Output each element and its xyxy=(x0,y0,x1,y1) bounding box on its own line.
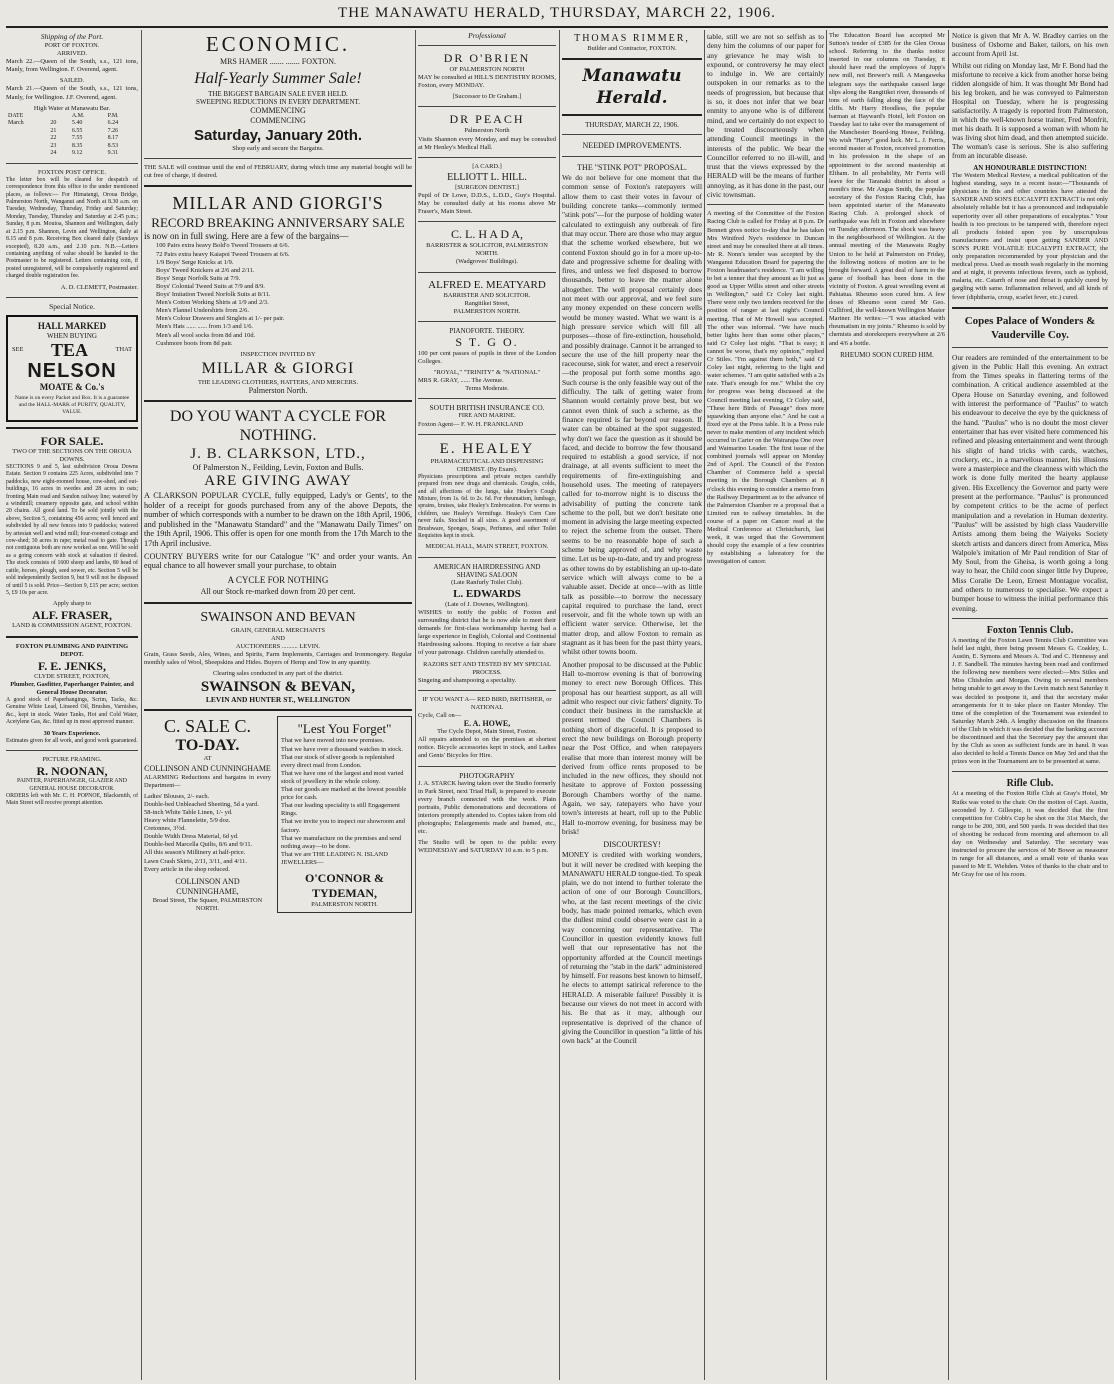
clearing-sales: Clearing sales conducted in any part of the district. xyxy=(212,670,344,678)
column-1 xyxy=(6,32,138,1380)
fraser-name: ALF. FRASER, xyxy=(32,608,112,623)
tide-head-day xyxy=(48,113,70,121)
postmaster-sign: A. D. CLEMETT, Postmaster. xyxy=(60,283,138,291)
for-sale-text: SECTIONS 9 and 5, last subdivision Oroua Downs Estate. Section 9 contains 225 Acres, subdivided into 7 paddocks, new eight-roomed house, cow-shed, and out-buildings, 16 acres in swedes and 28 acres in oats; fronting Main road and Sandon railway line; watered by a windmill; creamery opposite gate, and school within 20 chains. All good land. To be sold jointly with the above, Section 5, containing 456 acres; well fenced and subdivided by all new fences into 9 paddocks; watered by artesian well and wind mill; four-roomed cottage and cow-shed; 30 acres in rape; metal road to gate. Though not contiguous both are now worked as one. Will be sold as a going concern with stock at valuation if desired. The stock consists of 1600 sheep and lambs, 80 head of cattle, horses, plough, seed sower, etc. Section 5 will be sold independently Section 9, but 9 will not be disposed of until 5 is sold. Price—Section 9, £15 per acre; section 5, £9 10s per acre. xyxy=(6,464,138,596)
divider xyxy=(562,134,702,135)
divider xyxy=(952,347,1108,348)
csc-item: Every article in the shop reduced. xyxy=(144,865,230,873)
paper-title: Manawatu Herald. xyxy=(582,66,682,109)
piano-text: 100 per cent passes of pupils in three of the London Colleges. xyxy=(418,349,556,365)
tide-cell: 7.55 xyxy=(71,135,83,142)
millar-giorgi-name: MILLAR & GIORGI xyxy=(201,359,355,377)
bargain-list xyxy=(144,242,412,347)
shipping-title: Shipping of the Port. xyxy=(40,32,104,41)
noonan-name: R. NOONAN, xyxy=(36,764,108,779)
peach-text: Visits Shannon every Monday, and may be consulted at Mr Henley's Medical Hall. xyxy=(418,135,556,151)
port-heading: PORT OF FOXTON. xyxy=(44,42,100,49)
edwards-sub: (Late of J. Downes, Wellington). xyxy=(445,600,529,608)
bond-accident: Whilst out riding on Monday last, Mr F. Bond had the misfortune to receive a kick from another horse being ridden alongside of him. It was thought Mr Bond had his leg broken, and he was conveyed to Palmerston Hospital on Tuesday, where he is progressing satisfactorily. A tragedy is reported from Palmerston, in which the well-known horse trainer, Fred Monfrit, met his death. It is supposed a woman with whom he was living shot him dead, and then attempted suicide. The woman's case is serious. She is also suffering from an incurable disease. xyxy=(952,62,1108,160)
csc-item: All this season's Millinery at half-price. xyxy=(144,849,246,857)
divider xyxy=(418,272,556,273)
tide-cell xyxy=(6,150,48,158)
divider xyxy=(6,297,138,298)
cycle-title: DO YOU WANT A CYCLE FOR NOTHING. xyxy=(169,407,387,444)
half-yearly-sale: Half-Yearly Summer Sale! xyxy=(194,70,362,87)
tide-head-date: DATE xyxy=(8,112,24,119)
rimmer-sub: Builder and Contractor, FOXTON. xyxy=(587,45,677,52)
bargain-item: Boys' Serge Norfolk Suits at 7/9. xyxy=(156,274,241,282)
stock-remarked: All our Stock re-marked down from 20 per cent. xyxy=(200,586,356,596)
at-word: AT xyxy=(203,755,212,763)
masthead: THE MANAWATU HERALD, THURSDAY, MARCH 22, 1906. xyxy=(338,5,776,21)
for-sale-subtitle: TWO OF THE SECTIONS ON THE OROUA DOWNS. xyxy=(12,447,132,463)
sweeping-reductions: SWEEPING REDUCTIONS IN EVERY DEPARTMENT. xyxy=(195,98,360,107)
column-rule xyxy=(559,30,560,1380)
copes-heading: Copes Palace of Wonders & Vauderville Coy. xyxy=(964,314,1096,341)
divider xyxy=(418,221,556,222)
obrien-sub: OF PALMERSTON NORTH xyxy=(449,66,525,74)
tide-table xyxy=(6,113,138,158)
oconnor-address: PALMERSTON NORTH. xyxy=(311,900,378,908)
when-buying: WHEN BUYING xyxy=(47,331,97,340)
tide-row xyxy=(6,150,138,158)
biggest-sale: THE BIGGEST BARGAIN SALE EVER HELD. xyxy=(208,90,348,98)
bargain-item: Boys' Imitation Tweed Norfolk Suits at 8/11. xyxy=(156,291,271,299)
clarkson-name: J. B. CLARKSON, LTD., xyxy=(190,445,366,462)
local-notes-2: The Education Board has accepted Mr Sutton's tender of £385 for the Glen Oroua school. Referring to the thanks notice inserted in our columns on Tuesday, it should have read the employees of Jupp's new mill, not Brewer's mill. A Mangaweka telegram says the earthquake caused large slips along the Rangitikei river, thousands of tons of earth falling along the face of the cliffs. Mr Harry Hoodless, the popular barman at Hayward's Hotel, left Foxton on Tuesday last to take over the management of the Manchester Board-ing House, Feilding. We wish "Harry" good luck. Mr L. J. Ferris, second master at Foxton, received promotion in his profession in the shape of an appointment to the second mastership at Eltham. In all probability, Mr Ferris will leave for the Taranaki district in about a month's time. Mr Angus Smith, the popular secretary of the Foxton Racing Club, has been appointed starter of the Manawatu Racing Club. A prolonged shock of earthquake was felt in Foxton and elsewhere on Tuesday afternoon. The shock was heavy in the neighbourhood of Wellington. At the annual meeting of the Manawatu Rugby Union to be held at Palmerston on Friday, the following notices of motion are to be brought forward. A great deal of harm to the game of football has been done in the vicinity of Foxton. A great wrestling event at Pahiatua. Rheumo soon cured him. A few doses of Rheumo soon cured Mr Geo. Culliford, the well-known Wellington Master Mariner. He writes:—"I was attacked with rheumatism in my joints." Rheumo is sold by chemists and storekeepers everywhere at 2/6 and 4/6 a bottle. xyxy=(829,32,945,347)
inspection-invited: INSPECTION INVITED BY xyxy=(240,350,316,358)
divider xyxy=(6,750,138,751)
howe-name: E. A. HOWE, xyxy=(463,719,511,729)
sailed-heading: SAILED. xyxy=(59,77,85,85)
swainson-and: AND xyxy=(271,634,285,642)
column-rule xyxy=(948,30,949,1380)
divider xyxy=(952,307,1108,309)
divider xyxy=(144,709,412,711)
millar-giorgi-title: MILLAR AND GIORGI'S xyxy=(172,193,384,214)
jenks-name: F. E. JENKS, xyxy=(38,658,106,673)
healey-text: Physicians prescriptions and private recipes carefully prepared from new drugs and chemicals. Coughs, colds, and all affections of the lungs, take Healey's Cough Mixture, from 1s. 6d. to 2s. 6d. For rheumatism, lumbago, sprains, bruises, take Healey's Embrocation. For worms in children, use Healey's Vermifuge. Healey's Corn Cure never fails. Stocked in all sizes. A good assortment of Brushware, Sponges, Soaps, Perfumes, and other Toilet Requisites kept in stock. xyxy=(418,473,556,540)
apply-line: Apply sharp to xyxy=(53,600,91,608)
giving-away: ARE GIVING AWAY xyxy=(204,473,352,490)
for-sale-title: FOR SALE. xyxy=(40,433,104,448)
divider xyxy=(6,636,138,638)
see-word: SEE xyxy=(12,345,24,353)
needed-improvements: NEEDED IMPROVEMENTS. xyxy=(582,141,682,151)
lest-item: That we have over a thousand watches in stock. xyxy=(281,745,403,753)
nelson-brand: NELSON xyxy=(27,359,117,382)
divider xyxy=(562,58,702,60)
tide-row xyxy=(6,128,138,136)
haa-name: C. L. H A D A, xyxy=(450,227,523,242)
sale-continues: THE SALE will continue until the end of FEBRUARY, during which time any material bought will be cut free of charge, if desired. xyxy=(144,164,412,180)
lest-item: That our stock of silver goods is replenished every direct mail from London. xyxy=(281,753,395,769)
lest-you-forget: "Lest You Forget" xyxy=(297,721,392,737)
howe-sub: The Cycle Depot, Main Street, Foxton. xyxy=(437,728,537,736)
divider xyxy=(562,114,702,116)
copes-text: Our readers are reminded of the entertainment to be given in the Public Hall this evening. An extract from the Times speaks in flattering terms of the combination. A critical audience assembled at the Opera House on Saturday evening, and followed with interest the performance of "Paulus" to watch his endeavour to deceive the eye by the quickness of the hand. "Paulus" who is no doubt the most clever entertainer that has ever visited here commenced his refined and pleasing entertainment and went through his slight of hand tricks with cards, watches, crockery, etc., in a marvellous manner, his illusions were a masterpiece and the cleanness with which the work is done fully merited the hearty applause given. His Excellency the Governor and party were present at the performance. "Paulus" is pronounced by competent critics to be the acme of perfect manipulation and a revelation in Human dexterity. "Paulus" will be assisted by high class Vauderville Artists among them being the Waiyeks Society sketch artists and dancers direct from America, Miss Walpole's imitation of Mr Paul rendition of Star of My Soul, from the Gheisa, is worth going a long way to hear, the Child coon singer little Ivy Dupree, Miss Coralie De Leon, Ernest Montague vocalist, and others to numerous to specialise. We expect a bumper house to witness the initial performance this evening. xyxy=(952,352,1108,613)
csc-item: Cretonnes, 3½d. xyxy=(144,825,186,833)
moate-brand: MOATE & Co.'s xyxy=(39,381,105,392)
jenks-address: CLYDE STREET, FOXTON, xyxy=(34,672,110,680)
honourable-distinction: AN HONOURABLE DISTINCTION! xyxy=(973,164,1087,172)
edwards-text: WISHES to notify the public of Foxton and surrounding district that he is now able to meet their demands for first-class workmanship having had a large experience in English, Colonial and Continental Hairdressing saloons. Hoping to receive a fair share of your patronage. Children carefully attended to. xyxy=(418,608,556,657)
column-2 xyxy=(144,32,412,1380)
hairdressing-heading: AMERICAN HAIRDRESSING AND SHAVING SALOON xyxy=(433,562,541,579)
piano-heading: PIANOFORTE. THEORY. xyxy=(449,326,525,335)
tide-head-pm: P.M. xyxy=(107,112,119,119)
lest-item: That we manufacture on the premises and send nothing away—to be done. xyxy=(281,834,402,850)
column-rule xyxy=(415,30,416,1380)
repairs-text: All repairs attended to on the premises at shortest notice. Bicycle accessories kept in stock, and Ladies and Gents' Bicycles for Hire. xyxy=(418,736,556,760)
lest-item: That we invite you to inspect our showroom and factory. xyxy=(281,818,405,834)
divider xyxy=(418,398,556,399)
divider xyxy=(6,427,138,429)
tide-row xyxy=(6,135,138,143)
jenks-text: A good stock of Paperhangings, Scrim, Tacks, &c. Genuine White Lead, Linseed Oil, Brushes, Varnishes, &c., kept in stock. Water Tanks, Hot and Cold Water, Acetylene Gas, &c. fitted up in most approved manner. xyxy=(6,696,138,726)
post-office-text: The letter box will be cleared for despatch of correspondence from this office to the under mentioned places, as follows:— For Himatangi, Oroua Bridge, Palmerston North, Wanganui and North at 8.30 a.m. on Tuesday, Wednesday, Thursday, Friday and Saturday; Monday, Tuesday, Thursday and Saturday at 2.45 p.m.; Sunday, 8 p.m. Moutoa, Shannon and Wellington, daily at 2.15 p.m. Shannon, Levin and Wellington, daily at 8.15 and 8 p.m. Receiving Box cleared daily (Sundays excepted), 8.20 a.m., and 2.10 p.m. N.B.—Letters containing anything of value should be handed to the Postmaster to be registered. Letters containing coin, if posted unregistered, will be compulsorily registered and charged double registration fee. xyxy=(6,176,138,280)
divider xyxy=(144,400,412,402)
swainson-sub: GRAIN, GENERAL MERCHANTS xyxy=(230,626,326,634)
csc-title: C. SALE C. xyxy=(163,716,251,737)
tea-word: TEA xyxy=(51,339,89,360)
tide-cell: 24 xyxy=(50,150,57,157)
divider xyxy=(144,602,412,604)
orders-text: ORDERS left with Mr. C. H. POPNOE, Blacksmith, of Main Street will receive prompt attention. xyxy=(6,793,138,807)
csc-item: Ladies' Blouses, 2/- each. xyxy=(144,792,210,800)
bargain-item: Men's Flannel Undershirts from 2/6. xyxy=(156,307,249,315)
obrien-text: MAY be consulted at HILL'S DENTISTRY ROOMS, Foxton, every MONDAY. xyxy=(418,74,556,90)
bargain-item: Boys' Colonial Tweed Suits at 7/9 and 8/9. xyxy=(156,282,265,290)
lest-item: That we have one of the largest and most varied stock of jewellery in the whole colony. xyxy=(281,769,404,785)
divider xyxy=(418,434,556,435)
swainson-bevan: SWAINSON & BEVAN, xyxy=(200,679,356,696)
bottom-ads xyxy=(144,716,412,913)
healey-name: E. HEALEY xyxy=(439,440,535,457)
lest-item: That our leading speciality is still Engagement Rings. xyxy=(281,802,400,818)
hamer-line: MRS HAMER ....... ....... FOXTON. xyxy=(219,57,337,66)
piano-colleges: "ROYAL," "TRINITY" & "NATIONAL" xyxy=(433,369,541,377)
elliott-sub: [SURGEON DENTIST.] xyxy=(455,183,519,191)
bargain-item: 72 Pairs extra heavy Kaiapoi Tweed Trousers at 6/6. xyxy=(156,250,290,258)
clarkson-sub: Of Palmerston N., Feilding, Levin, Foxton and Bulls. xyxy=(192,462,364,472)
divider xyxy=(418,106,556,107)
arrived-heading: ARRIVED. xyxy=(57,50,87,58)
divider xyxy=(144,185,412,187)
lest-item: That we have moved into new premises. xyxy=(281,737,385,745)
borough-offices-text: Another proposal to be discussed at the Public Hall to-morrow evening is that of borrowing money to erect new Borough Offices. This proposal has our heartiest support, as all will admit who respect our civic fathers' dignity. To conduct their business in the ramshackle at present termed the Council Chambers is nothing short of disgraceful. It is proposed to erect the new buildings on Borough property near the Post Office, and when ratepayers realise that more than interest money will be derived from office rents proposed to be included in the new offices, they should not hesitate to approve of Foxton possessing Borough Chambers worthy of the name. Again, we say, ratepayers who have your town's interests at heart, roll up to the Public Hall to-morrow evening, for business may be brisk! xyxy=(562,659,702,836)
card-label: [A CARD.] xyxy=(472,162,502,170)
tide-cell: 9.12 xyxy=(71,150,83,157)
alarming-text: ALARMING Reductions and bargains in every Department— xyxy=(144,773,271,789)
gray-line: MRS R. GRAY, ...... The Avenue. xyxy=(418,377,504,385)
tide-title: High Water at Manawatu Bar. xyxy=(33,104,111,112)
elliott-name: ELLIOTT L. HILL. xyxy=(447,171,527,183)
obrien-name: DR O'BRIEN xyxy=(443,51,531,66)
tide-cell: 9.31 xyxy=(107,150,119,157)
commencing-1: COMMENCING xyxy=(250,106,306,116)
that-word: THAT xyxy=(115,345,132,353)
meatyard-sub: BARRISTER AND SOLICITOR. xyxy=(443,291,531,299)
discourtesy-continued: table, still we are not so selfish as to deny him the columns of our paper for any grievance he may wish to expound, or controversy he may elect to indulge in. We are certainly outspoken in our remarks as to the needs of progression, but because that is so, it does not infer that we bear enmity to anyone who is of different mind, and we certainly do not expect to be treated discourteously when attending Council meetings in the interests of the public. We bear the Councillor referred to no ill-will, and trust that the views expressed by the HERALD will be the means of further annoying, as it has done in the past, our civic townsman. xyxy=(707,32,824,200)
tide-cell: 8.53 xyxy=(107,142,119,149)
years-experience: 30 Years Experience. xyxy=(43,729,101,737)
bargain-item: Men's Colour Drawers and Singlets at 1/- per pair. xyxy=(156,315,285,323)
saturday-date: Saturday, January 20th. xyxy=(193,127,363,145)
hairdressing-sub: (Late Ranfurly Toilet Club). xyxy=(451,578,523,586)
terms: Terms Moderate. xyxy=(465,385,509,393)
bargain-item: Boys' Tweed Knickers at 2/6 and 2/11. xyxy=(156,266,255,274)
masthead-rule xyxy=(6,26,1108,28)
economic-title: ECONOMIC. xyxy=(205,32,351,56)
tide-row xyxy=(6,143,138,151)
rheumo-heading: RHEUMO SOON CURED HIM. xyxy=(840,350,934,359)
column-rule xyxy=(141,30,142,1380)
divider xyxy=(418,45,556,46)
tide-cell: 22 xyxy=(50,135,57,142)
plumbing-title: FOXTON PLUMBING AND PAINTING DEPOT. xyxy=(15,642,129,658)
jenks-trade: Plumber, Gasfitter, Paperhanger Painter, and General House Decorator. xyxy=(10,680,134,696)
obrien-successor: [Successor to Dr Graham.] xyxy=(452,93,522,101)
healey-sub: PHARMACEUTICAL AND DISPENSING CHEMIST. (By Exam). xyxy=(430,457,544,473)
tide-cell: 7.26 xyxy=(107,127,119,134)
column-3 xyxy=(418,32,556,1380)
professional-heading: Professional xyxy=(468,32,506,40)
bargain-item: 100 Pairs extra heavy Bold'o Tweed Trousers at 6/6. xyxy=(156,242,290,250)
tide-cell: 6.55 xyxy=(71,127,83,134)
tea-line xyxy=(12,340,132,360)
divider xyxy=(418,321,556,322)
studio-hours: The Studio will be open to the public every WEDNESDAY and SATURDAY 10 a.m. to 5 p.m. xyxy=(418,839,556,855)
tide-cell: 21 xyxy=(50,127,57,134)
divider xyxy=(707,204,824,205)
rimmer-name: THOMAS RIMMER, xyxy=(574,33,690,44)
tennis-text: A meeting of the Foxton Lawn Tennis Club Committee was held last night, there being present Messrs G. Coakley, L. Austin, E. Symons and Messrs A. Tod and C. Hennessy and J. F. Sandbell. The minutes having been read and confirmed the following new members were elected:—Mrs Stiles and Miss Chisholm and Morgan. Owing to several members being unable to get away to the Levin match next Saturday it was decided to postpone it, and that the secretary make arrangements for it to take place on Easter Monday. The time of the completion of the Tournament was extended to Saturday March 24th. A lengthy discussion on the finances of the Club in which it was decided that the banking account be discontinued and that the Secretary pay the amount due by the Club as soon as sufficient funds are in hand. It was also decided to hold a Tennis Dance on May 3rd and that the prizes won in the Tournament are to be presented at same. xyxy=(952,636,1108,766)
csc-item: Lawn Crash Skirts, 2/11, 3/11, and 4/11. xyxy=(144,857,247,865)
tide-head-am: A.M. xyxy=(71,112,85,119)
tide-cell: 23 xyxy=(50,142,57,149)
column-rule xyxy=(704,30,705,1380)
fire-marine: FIRE AND MARINE. xyxy=(458,412,516,420)
discourtesy-text: MONEY is credited with working wonders, but it will never be credited with keeping the MANAWATU HERALD tongue-tied. To speak plain, we do not intend to further tolerate the action of one of our Borough Councillors, who, at the last recent meetings of the civic body, has made pointed remarks, which even the dullest mind could observe were cast in a way concerning our representative. The Councillor in question evidently knows full well that our representative has not the opportunity afforded at the Council meetings of returning the "stab in the dark" administered by himself. For reasons best known to himself, he elects to attempt satirical reference to the HERALD. A miserable failure! Possibly it is because our views do not meet in accord with his. Be that as it may, although our representative is deprived of the chance of giving the Councillor in question "a little of his own back" at the Council xyxy=(562,850,702,1046)
commencing-2: COMMENCING xyxy=(250,116,306,126)
tide-cell: 8.35 xyxy=(71,142,83,149)
stink-pot-text: We do not believe for one moment that the common sense of Foxton's ratepayers will allow them to cast their votes in favour of building concrete tanks—commonly termed "stink pots"—for the purpose of holding water calculated to extinguish any outbreak of fire that may occur. There are those who may argue that the scheme worked elsewhere, but we contend Foxton should go in for a more up-to-date and progressive scheme for dealing with fires, and unless we feel disposed to borrow thousands, better to leave the matter alone altogether. The well proposal certainly does not meet with our approval, and we feel sure any money expended on these concern wells would be money wasted. What we want is a high pressure service which will fill all purposes—those of fire-extinction, household, and possibly drainage. Cannot it be arranged to secure the use of the hill property near the racecourse, sink for water, and erect a reservoir—the proposal put forth some months ago. Such course is the only feasible way out of the difficulty. The talk of getting water from Shannon would certainly prove best, but we cannot even think of such a scheme, as the finance required is far beyond our reason. If water can be obtained at the spot suggested, why don't we face the question as it should be faced, and decide to borrow the few thousand required to establish a good service, if not drainage, at all events sufficient to meet the requirements of fire-extinguishing and household uses. The meeting of ratepayers called for to-morrow night is to discuss the advisability of putting the concrete tank scheme to the poll, but we don't hesitate one moment in advising the large meeting expected to reject the scheme from the outset. There seems to be no reasonable hope of such a scheme being approved of, and why waste time. Let us be up-to-date, and try and progress as other towns do by establishing an up-to-date service which will always come to be a valuable asset. Decide at once—with as little talk as possible—to borrow the necessary capital required to purchase the land, erect reservoir, and fit the whole town up with an efficient water service. Otherwise, let the matter drop, and allow Foxton to remain as stagnant as it has been for the past thirty years, whilst other towns boom. xyxy=(562,173,702,657)
tide-cell: 5.40 xyxy=(71,120,83,127)
swainson-text: Grain, Grass Seeds, Ales, Wines, and Spirits, Farm Implements, Carriages and Ironmongery. Regular monthly sales of Wool, Sheepskins and Hides. Buyers of Hemp and Tow in any quantity. xyxy=(144,651,412,667)
divider xyxy=(6,163,138,164)
hallmark-text: Name is on every Packet and Box. It is a guarantee and the HALL-MARK of PURITY, QUALITY, VALUE. xyxy=(14,394,130,415)
special-notice: Special Notice. xyxy=(49,301,95,311)
palmerston-north: Palmerston North. xyxy=(248,385,308,395)
cycle-call: Cycle, Call on— xyxy=(418,711,462,719)
now-on: is now on in full swing. Here are a few of the bargains— xyxy=(144,231,349,242)
tide-header-row xyxy=(6,113,138,121)
peach-sub: Palmerston North xyxy=(464,127,510,135)
picture-framing: PICTURE FRAMING. xyxy=(42,756,102,764)
lest-you-forget-ad xyxy=(277,716,412,913)
singeing-line: Singeing and shampooing a speciality. xyxy=(418,676,517,684)
tide-cell: 8.17 xyxy=(107,135,119,142)
giving-text: A CLARKSON POPULAR CYCLE, fully equipped, Lady's or Gents', to the holder of a receipt for goods purchased from any of the above Depots, the number of which corresponds with a number to be drawn on the 18th April, 1906, and published in the "Manawatu Standard" and the "Manawatu Daily Times" on the 19th April, 1906. This offer is open for one month from the 17th March to the 17th April inclusive. xyxy=(144,491,412,549)
peach-name: DR PEACH xyxy=(449,112,525,127)
discourtesy-heading: DISCOURTESY! xyxy=(603,840,661,850)
record-breaking: RECORD BREAKING ANNIVERSARY SALE xyxy=(151,215,405,231)
noonan-sub: PAINTER, PAPERHANGER, GLAZIER AND GENERAL HOUSE DECORATOR. xyxy=(17,778,127,792)
collinson-address: Broad Street, The Square, PALMERSTON NORTH. xyxy=(152,896,263,912)
hall-marked: HALL MARKED xyxy=(37,320,107,331)
csc-item: 58-inch White Table Linen, 1/- yd. xyxy=(144,808,233,816)
collinson-name-2: COLLINSON AND CUNNINGHAME, xyxy=(175,876,240,896)
sailed-text: March 21.—Queen of the South, s.s., 121 tons, Manly, for Wellington. J.F. Overend, agent. xyxy=(6,85,138,101)
divider xyxy=(562,156,702,157)
divider xyxy=(952,618,1108,619)
edwards-name: L. EDWARDS xyxy=(453,587,521,600)
south-british: SOUTH BRITISH INSURANCE CO. xyxy=(429,403,545,413)
csc-item: Heavy white Flannelette, 5/9 doz. xyxy=(144,817,231,825)
divider xyxy=(418,157,556,158)
cycle-for-nothing: A CYCLE FOR NOTHING xyxy=(227,574,329,585)
rifle-text: At a meeting of the Foxton Rifle Club at Gray's Hotel, Mr Ruiks was voted to the chair. On the motion of Capt. Austin, seconded by J. Gillespie, it was decided that the first competition for Cobb's Cup be shot on the 31st March, the range to be 200, 300, and 500 yards. It was decided that ties of shooting be reduced from morning and afternoon to all day on Wednesday and Saturday. The secretary was instructed to procure the services of Mr Bower as measurer in range for all distances, and a small vote of thanks was passed to Mr E. Wiehden. Votes of thanks to the chair and to Mr Gray for use of his room. xyxy=(952,790,1108,879)
meatyard-street: Rangitikei Street, xyxy=(464,299,510,307)
post-office-title: FOXTON POST OFFICE. xyxy=(37,168,107,176)
column-4 xyxy=(562,32,702,1380)
today: TO-DAY. xyxy=(175,737,240,755)
bradley-notice: Notice is given that Mr A. W. Bradley carries on the business of Osborne and Baker, tailors, on his own account from April 1st. xyxy=(952,32,1108,58)
bargain-item: Men's Hats ...... ...... from 1/3 and 1/6. xyxy=(156,323,254,331)
insurance-agent: Foxton Agent— F. W. H. FRANKLAND xyxy=(418,420,523,428)
medical-hall: MEDICAL HALL, MAIN STREET, FOXTON. xyxy=(425,543,549,551)
column-7 xyxy=(952,32,1108,1380)
lest-item: That our goods are marked at the lowest possible price for cash. xyxy=(281,786,407,802)
divider xyxy=(418,766,556,767)
csc-item: Double Width Dress Material, 6d yd. xyxy=(144,833,239,841)
tide-cell xyxy=(6,143,48,151)
eucalypti-text: The Western Medical Review, a medical publication of the highest standing, says in a recent issue:—"Thousands of physicians in this and other countries have attested the SANDER AND SON'S EUCALYPTI EXTRACT is not only absolutely reliable but it has a pronounced and indisputable superiority over all other preparations of eucalyptus." Your health is too precious to be tampered with, therefore reject all products foisted upon you by unscrupulous manufacturers and insist upon getting SANDER AND SON'S PURE VOLATILE EUCALYPTI EXTRACT, the only preparation recommended by your physician and the medical press. Used as mouth wash regularly in the morning and at night, it prevents infectious fevers, such as typhoid, malaria, etc. Catarrh of nose and throat is quickly cured by gargling with same. Inflammation relieved, and all kinds of fever (diphtheria, croup, scarlet fever, etc.) cured. xyxy=(952,172,1108,301)
photography-heading: PHOTOGRAPHY xyxy=(459,770,515,780)
bargain-item: 1/9 Boys' Serge Knicks at 1/9. xyxy=(156,258,234,266)
divider xyxy=(418,557,556,558)
swainson-auctioneers: AUCTIONEERS .......... LEVIN. xyxy=(235,643,321,650)
rifle-heading: Rifle Club. xyxy=(1006,778,1054,790)
country-buyers: COUNTRY BUYERS write for our Catalogue "K" and order your wants. An equal chance to all however small your purchase, to obtain xyxy=(144,551,412,571)
haa-sub: BARRISTER & SOLICITOR, PALMERSTON NORTH. xyxy=(426,242,548,258)
lest-item: That we are THE LEADING N. ISLAND JEWELLERS— xyxy=(281,850,388,866)
divider xyxy=(418,690,556,691)
csc-item: Double-bed Unbleached Sheeting, 5d a yard. xyxy=(144,800,259,808)
nelson-tea-ad xyxy=(6,315,138,422)
tide-row xyxy=(6,120,138,128)
tide-cell: 20 xyxy=(50,120,57,127)
bargain-item: Cushmore boots from 8d pair. xyxy=(156,339,233,347)
mg-subtitle: THE LEADING CLOTHIERS, HATTERS, AND MERCERS. xyxy=(197,378,359,386)
elliott-text: Pupil of Dr Lowe, D.D.S., L.D.D., Guy's Hospital. May be consulted daily at his rooms above Mr Fraser's, Main Street. xyxy=(418,191,556,216)
oconnor-tydeman: O'CONNOR & TYDEMAN, xyxy=(305,870,384,900)
fraser-sub: LAND & COMMISSION AGENT, FOXTON. xyxy=(12,622,132,630)
swainson-bevan-sub: LEVIN AND HUNTER ST., WELLINGTON xyxy=(205,695,351,705)
column-rule xyxy=(826,30,827,1380)
bargain-item: Men's all wool socks from 8d and 10d. xyxy=(156,331,256,339)
tennis-heading: Foxton Tennis Club. xyxy=(986,624,1074,636)
divider xyxy=(144,158,412,159)
tide-cell xyxy=(6,128,48,136)
tide-cell: 6.24 xyxy=(107,120,119,127)
shop-early: Shop early and secure the Bargains. xyxy=(232,145,324,153)
collinson-name: COLLINSON AND CUNNINGHAME xyxy=(144,763,271,773)
meatyard-name: ALFRED E. MEATYARD xyxy=(428,278,546,291)
issue-date: THURSDAY, MARCH 22, 1906. xyxy=(585,121,679,130)
estimates-text: Estimates given for all work, and good work guaranteed. xyxy=(6,737,138,744)
column-5 xyxy=(707,32,824,1380)
collinson-ad xyxy=(144,716,271,913)
want-bike: IF YOU WANT A— RED BIRD, BRITISHER, or NATIONAL xyxy=(422,695,552,711)
stgo-name: S T. G O. xyxy=(455,334,519,349)
csc-item: Double-bed Marcella Quilts, 8/6 and 9/11. xyxy=(144,841,253,849)
swainson-title: SWAINSON AND BEVAN xyxy=(200,609,356,625)
stink-pot-heading: THE "STINK POT" PROPOSAL. xyxy=(577,163,687,173)
divider xyxy=(952,771,1108,772)
starck-text: J. A. STARCK having taken over the Studio formerly in Park Street, next Triad Hall, is prepared to execute every branch connected with the work. Plain portraits, Public demonstrations and decorations of interiors promptly attended to. Copies taken from old photographs; Enlargements made and framed, etc., etc. xyxy=(418,779,556,836)
meatyard-town: PALMERSTON NORTH. xyxy=(453,307,521,315)
bargain-item: Men's Cotton Working Shirts at 1/9 and 2/3. xyxy=(156,299,269,307)
haa-buildings: (Wadgroves' Buildings). xyxy=(455,258,519,266)
tide-cell xyxy=(6,135,48,143)
column-6 xyxy=(829,32,945,1380)
razors-line: RAZORS SET AND TESTED BY MY SPECIAL PROCESS. xyxy=(423,660,551,676)
arrived-text: March 22.—Queen of the South, s.s., 121 tons, Manly, from Wellington. F. Overend, agent. xyxy=(6,58,138,74)
tide-cell: March xyxy=(8,120,24,127)
local-notes: A meeting of the Committee of the Foxton Racing Club is called for Friday at 8 p.m. Dr Bennett gives notice to-day that he has taken Mrs Winifred Nye's residence in Duncan street and may be consulted there at all times. Mr R. Nonn's tender was accepted by the Wanganui Education Board for papering the Foxton headmaster's residence. "I am willing to bet a tenner that they amount as lit just as good as Upper Willis street and other streets in Wellington," said Cr Coley last night. There were only two tenders received for the position of ranger at last night's Council meeting. That of Mr Howell was accepted. The other was informal. "We have much better lights here than some other places," said Cr Coley last night. "That is easy; it cannot be worse, that's my opinion," replied Cr Stiles. "I'm against them both," said Cr Coley last night, referring to the light and water schemes. "I am quite satisfied with a 2s rate. That's enough for me." Whilst the cry for progress was being discussed at the Council meeting last evening, Cr Coley said, "These here Birds of Passage" does more squawking than anyone else." And he cast a fixed eye at the Press table. It is a Press rule never to make mention of any incident which occurred in Carter on the Wairarapa One over and Waimarino Leader. The first issue of the combined journals will appear on Monday 2nd of April. The Council of the Foxton Chamber of Commerce held a special meeting in the Borough Chambers at 8 o'clock this evening to consider a memo from the Railway Department as to the advance of the Palmerston Chamber re a proposal that a Limited run to railway timetables. In the course of a paper on Cancer read at the Medical Conference at Christchurch, last week, it was urged that the Government should copy the example of a few countries by establishing a laboratory for the investigation of cancer. xyxy=(707,210,824,566)
